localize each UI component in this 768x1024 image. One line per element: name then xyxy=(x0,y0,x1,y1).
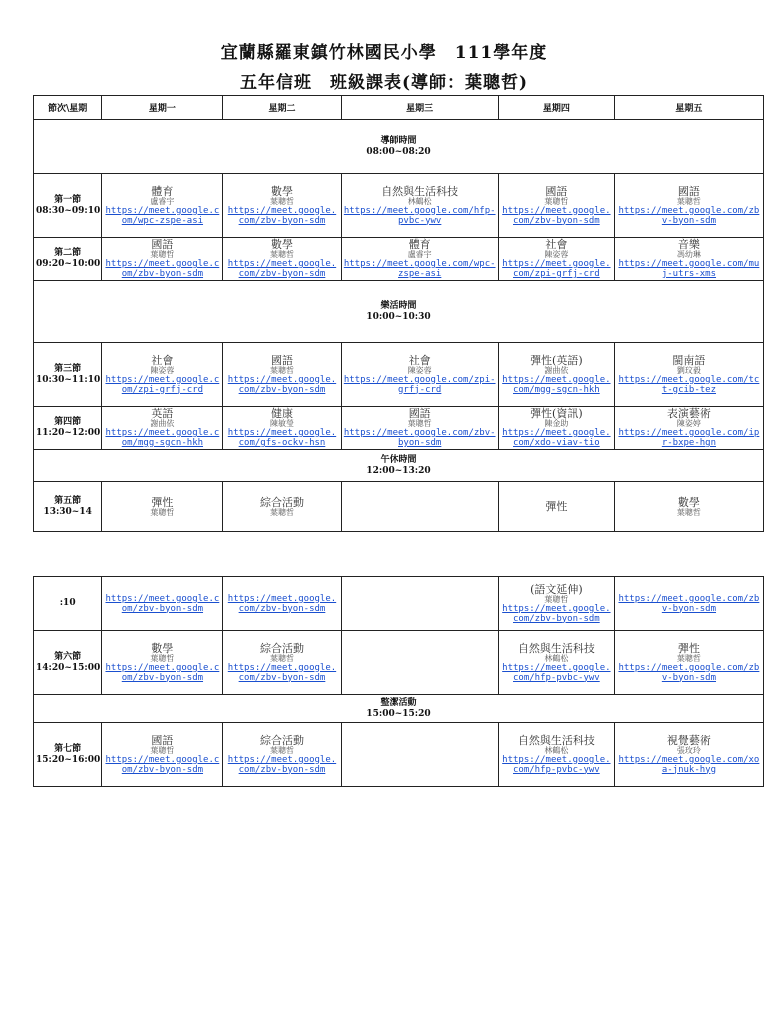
teacher-name: 葉聰哲 xyxy=(544,196,569,206)
subject-name: 自然與生活科技 xyxy=(517,733,595,747)
break-cell xyxy=(34,450,764,482)
meet-link[interactable]: https://meet.google.com/muj-utrs-xms xyxy=(618,259,760,279)
meet-link[interactable]: https://meet.google.com/zbv-byon-sdm xyxy=(343,428,496,448)
class-cell xyxy=(498,631,614,695)
meet-link[interactable]: https://meet.google.com/hfp-pvbc-ywv xyxy=(343,205,496,226)
meet-link[interactable]: https://meet.google.com/zpi-grfj-crd xyxy=(343,374,496,395)
meet-link[interactable]: https://meet.google.com/zpi-grfj-crd xyxy=(502,259,611,279)
subject-name: 數學 xyxy=(677,495,700,509)
period-time: 14:20~15:00 xyxy=(36,662,101,673)
break-label: 整潔活動 xyxy=(380,697,417,708)
class-cell xyxy=(102,723,223,787)
subject-name: 國語 xyxy=(545,184,568,198)
period-label: 第五節 xyxy=(54,495,82,506)
header-cell: 節次\星期 xyxy=(34,96,102,120)
period-label: 第四節 xyxy=(54,417,82,427)
teacher-name: 葉聰哲 xyxy=(407,419,432,428)
period-cell xyxy=(34,631,102,695)
break-row xyxy=(34,450,764,482)
subject-name: 彈性(英語) xyxy=(530,353,583,367)
class-cell xyxy=(102,407,223,450)
period-cell xyxy=(34,723,102,787)
period-cell xyxy=(34,482,102,532)
header-cell: 星期一 xyxy=(102,96,223,120)
period-time: 09:20~10:00 xyxy=(36,259,101,269)
teacher-name: 葉聰哲 xyxy=(676,507,701,517)
period-time: 11:20~12:00 xyxy=(36,428,101,438)
subject-name: 綜合活動 xyxy=(259,733,304,747)
meet-link[interactable]: https://meet.google.com/zbv-byon-sdm xyxy=(227,205,337,226)
class-cell xyxy=(102,631,223,695)
meet-link[interactable]: https://meet.google.com/hfp-pvbc-ywv xyxy=(502,662,611,683)
period-label: 第七節 xyxy=(54,743,82,754)
meet-link[interactable]: https://meet.google.com/mgg-sgcn-hkh xyxy=(502,374,611,395)
subject-name: 社會 xyxy=(151,353,174,367)
class-cell xyxy=(614,577,763,631)
meet-link[interactable]: https://meet.google.com/xoa-jnuk-hyg xyxy=(618,754,760,775)
subject-name: 國語 xyxy=(677,184,700,198)
meet-link[interactable]: https://meet.google.com/ipr-bxpe-hgn xyxy=(618,428,760,448)
meet-link[interactable]: https://meet.google.com/zbv-byon-sdm xyxy=(105,593,220,614)
teacher-name: 陳姿蓉 xyxy=(150,365,175,375)
timetable-part-2 xyxy=(33,576,764,787)
teacher-name: 謝曲依 xyxy=(150,419,175,428)
period-label: 第一節 xyxy=(54,194,82,205)
period-time: 13:30~14 xyxy=(43,506,92,517)
meet-link[interactable]: https://meet.google.com/gfs-ockv-hsn xyxy=(227,428,337,448)
break-time: 15:00~15:20 xyxy=(366,708,431,719)
teacher-name: 張玫玲 xyxy=(676,745,701,755)
class-cell xyxy=(498,343,614,407)
subject-name: 自然與生活科技 xyxy=(381,184,459,198)
break-label: 導師時間 xyxy=(380,135,417,146)
subject-name: 數學 xyxy=(151,641,174,655)
period-label: 第三節 xyxy=(54,363,82,374)
meet-link[interactable]: https://meet.google.com/zbv-byon-sdm xyxy=(618,205,760,226)
class-cell xyxy=(102,174,223,238)
teacher-name: 葉聰哲 xyxy=(269,745,294,755)
subject-name: 國語 xyxy=(270,353,293,367)
subject-name: 數學 xyxy=(270,184,293,198)
break-row xyxy=(34,120,764,174)
subject-name: 國語 xyxy=(408,407,431,420)
teacher-name: 葉聰哲 xyxy=(150,653,175,663)
class-cell xyxy=(223,577,341,631)
page-subtitle: 五年信班 班級課表(導師：葉聰哲) xyxy=(239,73,529,93)
teacher-name: 葉聰哲 xyxy=(269,653,294,663)
class-cell xyxy=(341,631,498,695)
teacher-name: 葉聰哲 xyxy=(269,250,294,259)
subject-name: 表演藝術 xyxy=(666,407,711,420)
subject-name: 閩南語 xyxy=(672,353,706,367)
subject-name: (語文延伸) xyxy=(530,582,583,596)
break-row xyxy=(34,281,764,343)
teacher-name: 林鶴松 xyxy=(544,653,569,663)
teacher-name: 葉聰哲 xyxy=(150,250,175,259)
period-cell xyxy=(34,238,102,281)
period-label: 第六節 xyxy=(54,651,82,662)
period-row xyxy=(34,577,764,631)
timetable-part-1 xyxy=(33,95,764,532)
class-cell xyxy=(498,238,614,281)
class-cell xyxy=(223,723,341,787)
meet-link[interactable]: https://meet.google.com/zbv-byon-sdm xyxy=(105,259,220,279)
teacher-name: 陳姿蓉 xyxy=(407,365,432,375)
period-row xyxy=(34,482,764,532)
subject-name: 彈性(資訊) xyxy=(530,407,583,420)
subject-name: 自然與生活科技 xyxy=(517,641,595,655)
teacher-name: 陳姿婷 xyxy=(676,419,701,428)
meet-link[interactable]: https://meet.google.com/zbv-byon-sdm xyxy=(502,603,611,624)
class-cell xyxy=(498,482,614,532)
period-row xyxy=(34,174,764,238)
subject-name: 社會 xyxy=(408,353,431,367)
period-row xyxy=(34,407,764,450)
break-label: 樂活時間 xyxy=(380,300,417,311)
period-cell xyxy=(34,174,102,238)
subject-name: 英語 xyxy=(151,407,174,420)
class-cell xyxy=(614,407,763,450)
teacher-name: 劉玟毅 xyxy=(676,365,701,375)
meet-link[interactable]: https://meet.google.com/zbv-byon-sdm xyxy=(227,259,337,279)
teacher-name: 馮幼琳 xyxy=(676,250,701,259)
period-cell xyxy=(34,577,102,631)
class-cell xyxy=(614,723,763,787)
teacher-name: 葉聰哲 xyxy=(269,365,294,375)
meet-link[interactable]: https://meet.google.com/zbv-byon-sdm xyxy=(227,593,337,614)
teacher-name: 林鶴松 xyxy=(407,196,432,206)
teacher-name: 陳姿蓉 xyxy=(544,250,569,259)
meet-link[interactable]: https://meet.google.com/zbv-byon-sdm xyxy=(105,754,220,775)
teacher-name: 陳金助 xyxy=(544,419,569,428)
period-cell xyxy=(34,407,102,450)
class-cell xyxy=(614,238,763,281)
meet-link[interactable]: https://meet.google.com/zbv-byon-sdm xyxy=(502,205,611,226)
subject-name: 數學 xyxy=(270,238,293,251)
subject-name: 綜合活動 xyxy=(259,495,304,509)
break-cell xyxy=(34,120,764,174)
header-cell: 星期五 xyxy=(614,96,763,120)
class-cell xyxy=(498,174,614,238)
meet-link[interactable]: https://meet.google.com/zbv-byon-sdm xyxy=(618,593,760,614)
meet-link[interactable]: https://meet.google.com/wpc-zspe-asi xyxy=(105,205,220,226)
meet-link[interactable]: https://meet.google.com/hfp-pvbc-ywv xyxy=(502,754,611,775)
class-cell xyxy=(498,577,614,631)
teacher-name: 葉聰哲 xyxy=(269,507,294,517)
class-cell xyxy=(341,577,498,631)
meet-link[interactable]: https://meet.google.com/zbv-byon-sdm xyxy=(105,662,220,683)
class-cell xyxy=(223,631,341,695)
teacher-name: 葉聰哲 xyxy=(150,745,175,755)
break-cell xyxy=(34,695,764,723)
meet-link[interactable]: https://meet.google.com/zbv-byon-sdm xyxy=(227,374,337,395)
class-cell xyxy=(498,407,614,450)
subject-name: 彈性 xyxy=(151,495,174,509)
subject-name: 社會 xyxy=(545,238,568,251)
teacher-name: 盧睿宇 xyxy=(150,196,175,206)
period-row xyxy=(34,238,764,281)
class-cell xyxy=(223,174,341,238)
period-time: :10 xyxy=(59,598,76,608)
teacher-name: 葉聰哲 xyxy=(676,653,701,663)
break-time: 08:00~08:20 xyxy=(366,146,431,157)
subject-name: 彈性 xyxy=(677,641,700,655)
subject-name: 視覺藝術 xyxy=(666,733,711,747)
class-cell xyxy=(102,577,223,631)
meet-link[interactable]: https://meet.google.com/zbv-byon-sdm xyxy=(227,754,337,775)
class-cell xyxy=(341,174,498,238)
period-time: 08:30~09:10 xyxy=(36,205,101,216)
class-cell xyxy=(223,482,341,532)
teacher-name: 陳敏瑩 xyxy=(269,419,294,428)
header-cell: 星期四 xyxy=(498,96,614,120)
subject-name: 音樂 xyxy=(677,238,700,251)
subject-name: 綜合活動 xyxy=(259,641,304,655)
period-row xyxy=(34,343,764,407)
class-cell xyxy=(223,343,341,407)
class-cell xyxy=(341,238,498,281)
period-time: 10:30~11:10 xyxy=(36,374,101,385)
subject-name: 體育 xyxy=(151,184,174,198)
subject-name: 彈性 xyxy=(545,500,568,513)
break-row xyxy=(34,695,764,723)
class-cell xyxy=(102,238,223,281)
class-cell xyxy=(102,482,223,532)
meet-link[interactable]: https://meet.google.com/tct-gcib-tez xyxy=(618,374,760,395)
teacher-name: 葉聰哲 xyxy=(150,507,175,517)
meet-link[interactable]: https://meet.google.com/zbv-byon-sdm xyxy=(227,662,337,683)
class-cell xyxy=(614,631,763,695)
class-cell xyxy=(102,343,223,407)
header-row xyxy=(34,96,764,120)
teacher-name: 盧睿宇 xyxy=(407,250,432,259)
subject-name: 國語 xyxy=(151,733,174,747)
meet-link[interactable]: https://meet.google.com/xdo-viav-tio xyxy=(502,428,611,448)
period-time: 15:20~16:00 xyxy=(36,754,101,765)
meet-link[interactable]: https://meet.google.com/wpc-zspe-asi xyxy=(343,259,496,279)
subject-name: 國語 xyxy=(151,238,174,251)
meet-link[interactable]: https://meet.google.com/mgg-sgcn-hkh xyxy=(105,428,220,448)
subject-name: 體育 xyxy=(408,238,431,251)
class-cell xyxy=(341,723,498,787)
break-cell xyxy=(34,281,764,343)
header-cell: 星期二 xyxy=(223,96,341,120)
break-label: 午休時間 xyxy=(380,454,417,465)
class-cell xyxy=(614,482,763,532)
teacher-name: 謝曲依 xyxy=(544,365,569,375)
class-cell xyxy=(614,174,763,238)
class-cell xyxy=(614,343,763,407)
break-time: 10:00~10:30 xyxy=(366,311,431,322)
class-cell xyxy=(341,407,498,450)
teacher-name: 葉聰哲 xyxy=(544,594,569,604)
teacher-name: 林鶴松 xyxy=(544,745,569,755)
class-cell xyxy=(223,407,341,450)
class-cell xyxy=(341,482,498,532)
subject-name: 健康 xyxy=(270,407,293,420)
class-cell xyxy=(498,723,614,787)
meet-link[interactable]: https://meet.google.com/zbv-byon-sdm xyxy=(618,662,760,683)
meet-link[interactable]: https://meet.google.com/zpi-grfj-crd xyxy=(105,374,220,395)
period-cell xyxy=(34,343,102,407)
page-title: 宜蘭縣羅東鎮竹林國民小學 111學年度 xyxy=(220,43,548,63)
break-time: 12:00~13:20 xyxy=(366,465,431,476)
period-row xyxy=(34,723,764,787)
header-cell: 星期三 xyxy=(341,96,498,120)
class-cell xyxy=(223,238,341,281)
teacher-name: 葉聰哲 xyxy=(269,196,294,206)
period-label: 第二節 xyxy=(54,248,82,258)
period-row xyxy=(34,631,764,695)
class-cell xyxy=(341,343,498,407)
teacher-name: 葉聰哲 xyxy=(676,196,701,206)
